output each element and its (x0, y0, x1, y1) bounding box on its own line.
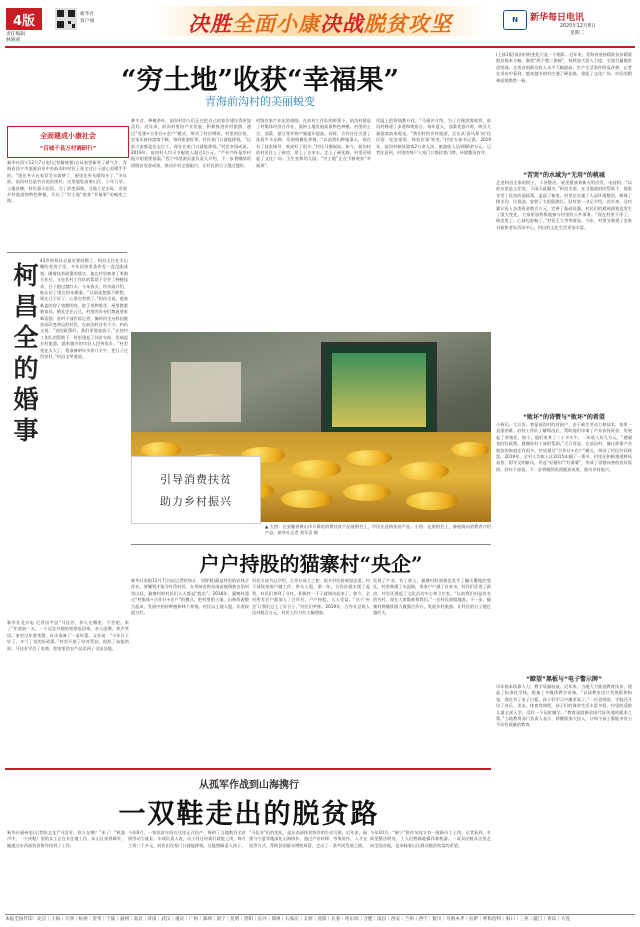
footer-rule (5, 914, 635, 915)
side-story-title-text: 柯昌全的婚事 (10, 262, 39, 448)
sidebar-box (7, 126, 129, 158)
article2-body-col1: 新华社贵阳12月7日电(记者欧甸丘、刘智强)蔺益村里的农林合作社，要赚钱才能分红给村民。在贵州省黔东南苗族侗族自治州雷山县，猫寨村的村民们人人都是“股东”。2018年，猫寨村通过“村集体+合作社+农户”的模式，把村里的土地、山林资源整合起来，发展中药材种植和林下养殖。村民以土地入股，年底按股分红。 (131, 578, 249, 616)
right-heading-1: “苦哭”的水域为“无用”的桃城 (523, 172, 605, 179)
qr-code-icon (55, 8, 77, 30)
right-heading-2: “败坏”的诗赞与“败坏”的希望 (523, 414, 605, 421)
issue-date: 2020年12月8日 (560, 24, 596, 29)
article1-body-col2: 种羊舍、种植茶叶，前沟村的人们正在把自己的家乡建设得更加美好。近年来，前沟村坚持产业发展，积极推进乡村旅游，通过“党建+合作社+农户”模式，带动了村民增收。村里的民宿、农家乐接待游客不断，每到旅游旺季，村民家门口就能挣钱。“以前大家都是出去打工，现在在家门口就能挣钱。”村民李国成说。2019年，前沟村人均可支配收入超过1万元。“产业兴旺是乡村振兴的重要基础。”西宁市湟源县委负责人介绍，下一步将继续巩固脱贫攻坚成果，推动乡村全面振兴，让村民的日子越过越好。 (131, 118, 251, 168)
banner-part4: 脱贫攻坚 (364, 11, 452, 36)
campaign-banner (154, 6, 486, 36)
tv-screen (321, 342, 437, 438)
side-story-title (9, 262, 37, 448)
xinhua-logo-icon: N (503, 10, 527, 30)
article2-headline: 户户持股的猫寨村“央企” (199, 552, 423, 576)
article2-body-col2: 村党支部书记介绍，合作社成立之初，很多村民持观望态度。村干部挨家挨户做工作，带头入股。第一年，合作社就实现了盈利，村民们拿到了分红，积极性一下子就调动起来了。如今，全村所有农户都加入了合作社，户户持股，人人受益。“这个‘央企’让我们过上了好日子。”村民们笑称。2019年，合作社总收入达到数百万元，村民人均分红大幅增加。 (252, 578, 370, 616)
photo-caption-box (131, 456, 261, 524)
photo-caption-text: ▲ 大图：在安徽省黄山市开幕的消费扶贫产品展销会上，市民在选购扶贫产品。小图：在展销会上，参展商向消费者介绍产品。新华社记者 刘军喜 摄 (265, 524, 491, 536)
sidebar-box-subtitle: “百城千县万村调研行” (39, 146, 97, 152)
editor-name: 林晓莉 (6, 38, 21, 43)
page-number: 4版 (6, 8, 42, 30)
footer-printing-sites: 本报全国代印：北京｜上海｜天津｜杭州｜金华｜宁波｜福州｜南京｜济南｜武汉｜重庆｜广州｜深圳｜南宁｜昆明｜贵阳｜长沙｜郑州｜石家庄｜太原｜沈阳｜长春｜哈尔滨｜合肥｜南昌｜西安｜兰州｜西宁｜银川｜乌鲁木齐｜拉萨｜呼和浩特｜海口｜三亚｜厦门｜青岛｜大连 (5, 917, 571, 922)
side-story-body-b: 新华社北京电 记者居宇昆“马佳芳，你人在哪里，不会吧，来了”年底前一天，一个远在外地的姑娘赶回家，亲人团聚，欢声笑语。家里过年要杀猪，母亲准备了一桌好菜。父亲说：“今年日子好了，多亏了党的好政策。”村里开展了结对帮扶，组织了技能培训。马佳芳学会了电商，把家里的农产品卖到了全国各地。 (7, 620, 129, 651)
article1-body-col3: 村级农家产业化的道路。在驻村工作队的带领下，前沟村建起了村集体经济合作社，流转土地发展高原特色种植。村里的土豆、油菜、蚕豆等作物产量逐年提高。同时，合作社还引进了优质牛羊品种，发展规模化养殖。“以前我们种地靠天，现在有了技术指导，收成好了很多。”村民马德福说。如今，前沟村的村民住上了新房，用上了自来水，走上了硬化路。村里还建起了文化广场、卫生室和幼儿园。“穷土地”正在不断收获“幸福果”。 (256, 118, 371, 168)
header-rule (5, 46, 635, 48)
article3-body-col1: 新华社福州电(记者陈文龙)“马佳芳，你人在哪？”来了！“机器声中，一个皮鞋厂里的女工正在专注地工作。从山区来到城市，她通过东西部扶贫协作找到了工作。 (7, 830, 125, 848)
app-name-2: 客户端 (80, 19, 95, 24)
article3-kicker: 从孤军作战到山海携行 (199, 780, 299, 791)
article2-rule (131, 544, 491, 545)
article3-body-col4: 今年10月，“闽宁”协作车间又有一批新员工上岗。记者看到，车间里整洁明亮，工人们熟练地操作着机器。一双双皮鞋从这里走向全国各地，也承载着山区群众脱贫致富的希望。 (370, 830, 491, 848)
banner-part1: 决胜 (188, 11, 232, 36)
right-col-body3: 小柯们，大兵哥，曾是前沟村的贫困户，由于缺乏劳动力和技术，家里一直很困难。驻村工作队了解情况后，帮助他们申请了产业扶持资金，发展起了养殖业。如今，他们家养了二十多头牛，一年收入好几万元。“感谢党的好政策，感谢驻村干部的帮助。”大兵哥说。在前沟村，像这样靠产业脱贫的家庭还有很多。村里通过“合作社+农户”模式，带动了村民共同致富。2019年，全村人均收入比2015年翻了一番多。村里还积极推进移风易俗，倡导文明新风，评选“好媳妇”“好婆婆”，形成了崇德向善的良好氛围。驻村干部说，下一步将继续巩固脱贫成果，推动乡村振兴。 (496, 422, 632, 472)
article1-subhead: 青海前沟村的美丽蜕变 (205, 95, 315, 108)
app-name-1: 新华社 (80, 12, 95, 17)
sidebar-box-title: 全面建成小康社会 (40, 132, 96, 140)
article3-headline: 一双鞋走出的脱贫路 (118, 799, 380, 830)
brand-name: 新华每日电讯 (530, 13, 585, 23)
side-story-body: 43岁的柯昌全最近要结婚了。柯昌全住在半山腰的老房子里，多年因家里条件差一直没能成家。随着扶贫政策的落实，他在村里参加了养殖合作社，又在驻村工作队的帮助下学会了种植技术，日子越过越红火。今年春天，经亲戚介绍，他认识了现在的未婚妻。“以前连想都不敢想，现在日子好了，心里也有底了。”柯昌全说。他家新盖的房子宽敞明亮，院子里种着花，屋里摆着新家具。婚礼定在元旦，村里的乡亲们都说要来喝喜酒。驻村干部告诉记者，像柯昌全这样因脱贫而改变命运的村民，在前沟村还有不少。柯昌全说：“党的政策好，我们更要加油干。”在驻村工作队的帮助下，村里建起了扶贫车间、发展起乡村旅游，越来越多的年轻人回到家乡。“村里变化太大了，我准备明年多养几头牛，把日子过得更好。”柯昌全笑着说。 (40, 258, 128, 360)
issue-weekday: 星期二 (570, 31, 585, 36)
right-col-body1: (上接1版)前沟村的变化只是一个缩影。近年来，青海省坚持精准扶贫精准脱贫基本方略，聚焦“两不愁三保障”，持续加大投入力度，全面打赢脱贫攻坚战。全省贫困群众收入水平大幅提高，生产生活条件明显改善。记者在采访中看到，越来越多的村庄通了硬化路，建起了文化广场，村民的精神面貌焕然一新。 (496, 52, 632, 83)
banner-part3: 决战 (320, 11, 364, 36)
photo-caption-line1: 引导消费扶贫 (160, 473, 232, 486)
photo-caption-line2: 助力乡村振兴 (160, 495, 232, 508)
article3-body-col3: “马佳芳”们的变化，是东西部扶贫协作的生动写照。近年来，福建与宁夏等地深化山海协作，通过产业转移、劳务协作、人才交流等方式，帮助贫困群众增收致富，走出了一条共同发展之路。 (249, 830, 367, 848)
section-label: 责任编辑 (6, 32, 26, 37)
right-col-body2: 走进柯昌全家的院子，干净整洁，屋里摆放着新买的沙发、电视机。“以前这里是土坯房，下雨天就漏水。”柯昌全说。在当地政府的帮助下，他家享受了危房改造政策，盖起了新房。村里还实施了人居环境整治，修建了排水沟、垃圾池，安装了太阳能路灯。驻村第一书记介绍，近年来，全村累计投入各类资金数百万元，完善了基础设施。村民们的精神面貌也发生了很大变化，大家更加积极地参与村里的公共事务。“现在村里干净了，路也宽了，心情也舒畅了。”村民王大爷笑着说。今年，村里又新建了农家书屋和老年活动中心，村民的文化生活更加丰富。 (496, 180, 632, 230)
banner-part2: 全面小康 (232, 11, 320, 36)
right-col-body4: 早年基本依靠人力，教学质量较低。近年来，当地大力推进教育扶贫，建起了标准化学校，配备了多媒体教学设备。“以前教室里只有黑板和粉笔，现在有了电子白板，孩子们学习兴趣更高了。”一位老师说。学校还开设了音乐、美术、体育等课程，孩子们的课余生活丰富多彩。村里的适龄儿童全部入学，没有一个因贫辍学。“教育是阻断贫困代际传递的根本之策。”当地教育部门负责人表示，将继续加大投入，让每个孩子都能享有公平而有质量的教育。 (496, 684, 632, 728)
article1-headline: “穷土地”收获“幸福果” (120, 65, 400, 96)
article2-body-col3: 发展了产业，有了收入，猫寨村的面貌也发生了翻天覆地的变化。村里修通了水泥路，家家户户通了自来水，村民们住进了新房。村里还建起了文化活动中心和卫生室。“以前我们村是有名的穷村，现在大家都羡慕我们。”一位村民骄傲地说。下一步，猫寨村将继续做大做强合作社，发展乡村旅游，让村民的日子越过越红火。 (373, 578, 491, 616)
article3-rule (5, 768, 491, 770)
article1-body-col1a: 新华社西宁12月7日电(记者解统强)自从家里新装了暖气片，青海省西宁市湟源县申中乡前沟村村民王张全过日子就心里暖乎乎的。“现在冬天在家穿毛衣就够了，屋里比外头暖和多了。”多年前，前沟村还是有名的贫困村。这里地处高寒山区，十年九旱，土地贫瘠，村民靠天吃饭。为了改变面貌，当地立足实际，发展乡村旅游和特色种植，开启了“穷土地”收获“幸福果”的蜕变之路。 (7, 160, 127, 204)
banner-stand (171, 362, 241, 422)
right-heading-3: “瞭望”黑板与“电子警示牌” (526, 676, 602, 683)
article1-body-col4: 用温上把烦恼都开花。“马建芳介绍，为了方便游客观赏，前沟村修建了步道和观景台。每年夏天，油菜花盛开时，吸引大量游客前来观光。“我们村的乡村旅游，正在从‘看风景’向‘住民宿、吃农家饭、体验农事’转变。”村党支部书记说。2019年，前沟村接待游客2万余人次，旅游收入达到80余万元。记者注意到，村里的每户人家门口都挂着门牌，环境整洁有序。 (376, 118, 491, 156)
article3-body-col2: 今年6月，一家扶贫车间在这里正式投产，吸纳了当地数百名贫困劳动力就业。车间负责人说，员工经过培训后就能上岗，每月工资三千多元。村民们在家门口就能挣钱，还能照顾老人孩子。 (128, 830, 246, 848)
side-story-rule (7, 252, 127, 253)
